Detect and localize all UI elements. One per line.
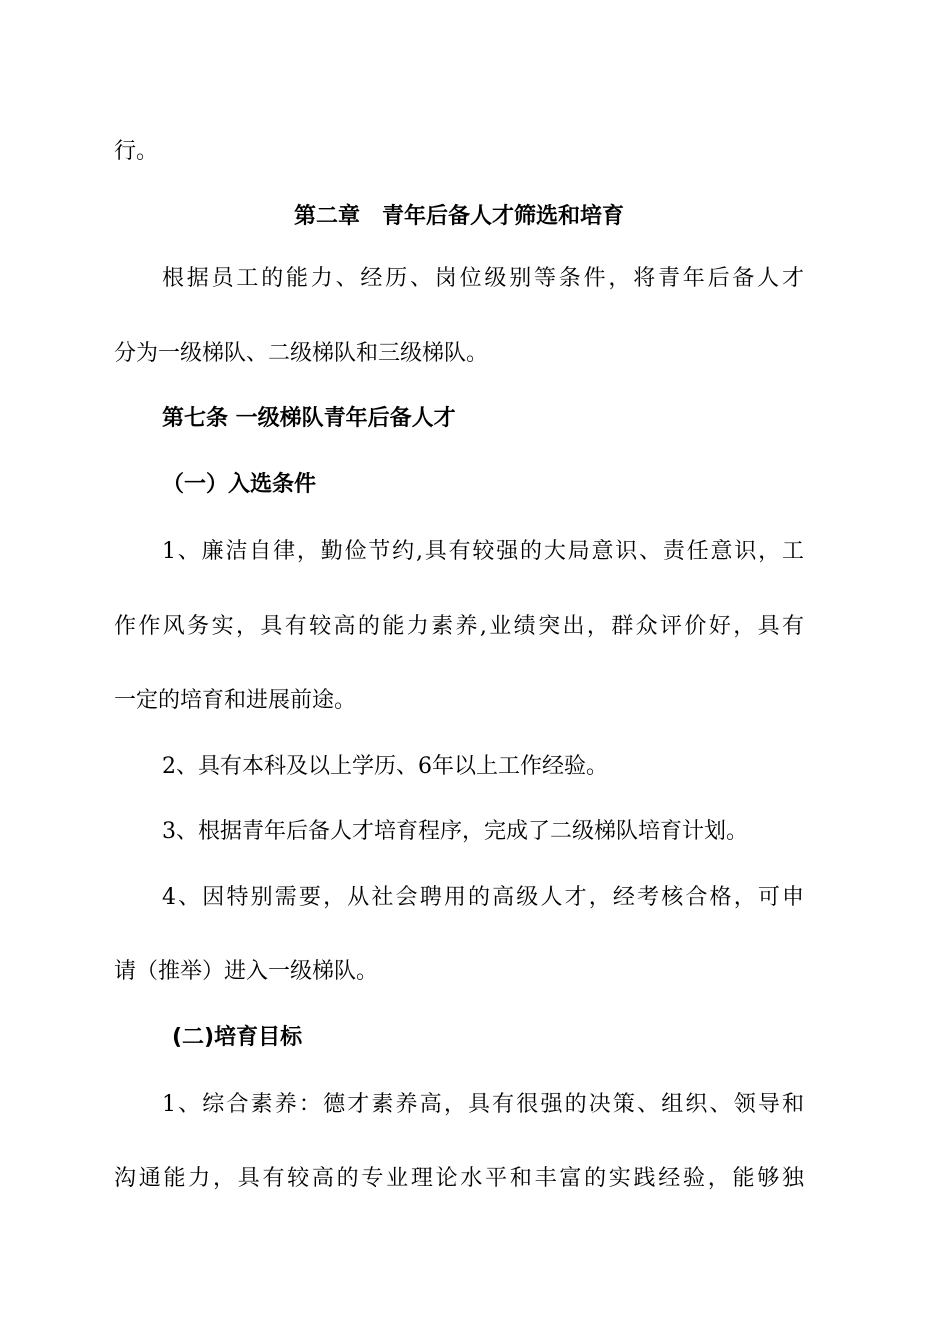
- paragraph-line: 根据员工的能力、经历、岗位级别等条件，将青年后备人才: [162, 266, 804, 291]
- paragraph-line: 行。: [114, 139, 159, 164]
- article-heading: 第七条 一级梯队青年后备人才: [162, 406, 456, 431]
- paragraph-line: 一定的培育和进展前途。: [114, 688, 357, 713]
- paragraph-line: 3、根据青年后备人才培育程序，完成了二级梯队培育计划。: [162, 819, 748, 844]
- paragraph-line: 请（推举）进入一级梯队。: [114, 959, 379, 984]
- paragraph-line: 沟通能力，具有较高的专业理论水平和丰富的实践经验，能够独: [114, 1166, 804, 1191]
- paragraph-line: 1、综合素养：德才素养高，具有很强的决策、组织、领导和: [162, 1092, 804, 1117]
- section-heading: (二)培育目标: [172, 1025, 303, 1050]
- chapter-title: 第二章 青年后备人才筛选和培育: [293, 204, 624, 229]
- paragraph-line: 作作风务实，具有较高的能力素养,业绩突出，群众评价好，具有: [114, 614, 804, 639]
- paragraph-line: 1、廉洁自律，勤俭节约,具有较强的大局意识、责任意识，工: [162, 539, 804, 564]
- paragraph-line: 2、具有本科及以上学历、6年以上工作经验。: [162, 754, 608, 779]
- paragraph-line: 分为一级梯队、二级梯队和三级梯队。: [114, 341, 489, 366]
- section-heading: （一）入选条件: [162, 472, 317, 497]
- paragraph-line: 4、因特别需要，从社会聘用的高级人才，经考核合格，可申: [162, 885, 804, 910]
